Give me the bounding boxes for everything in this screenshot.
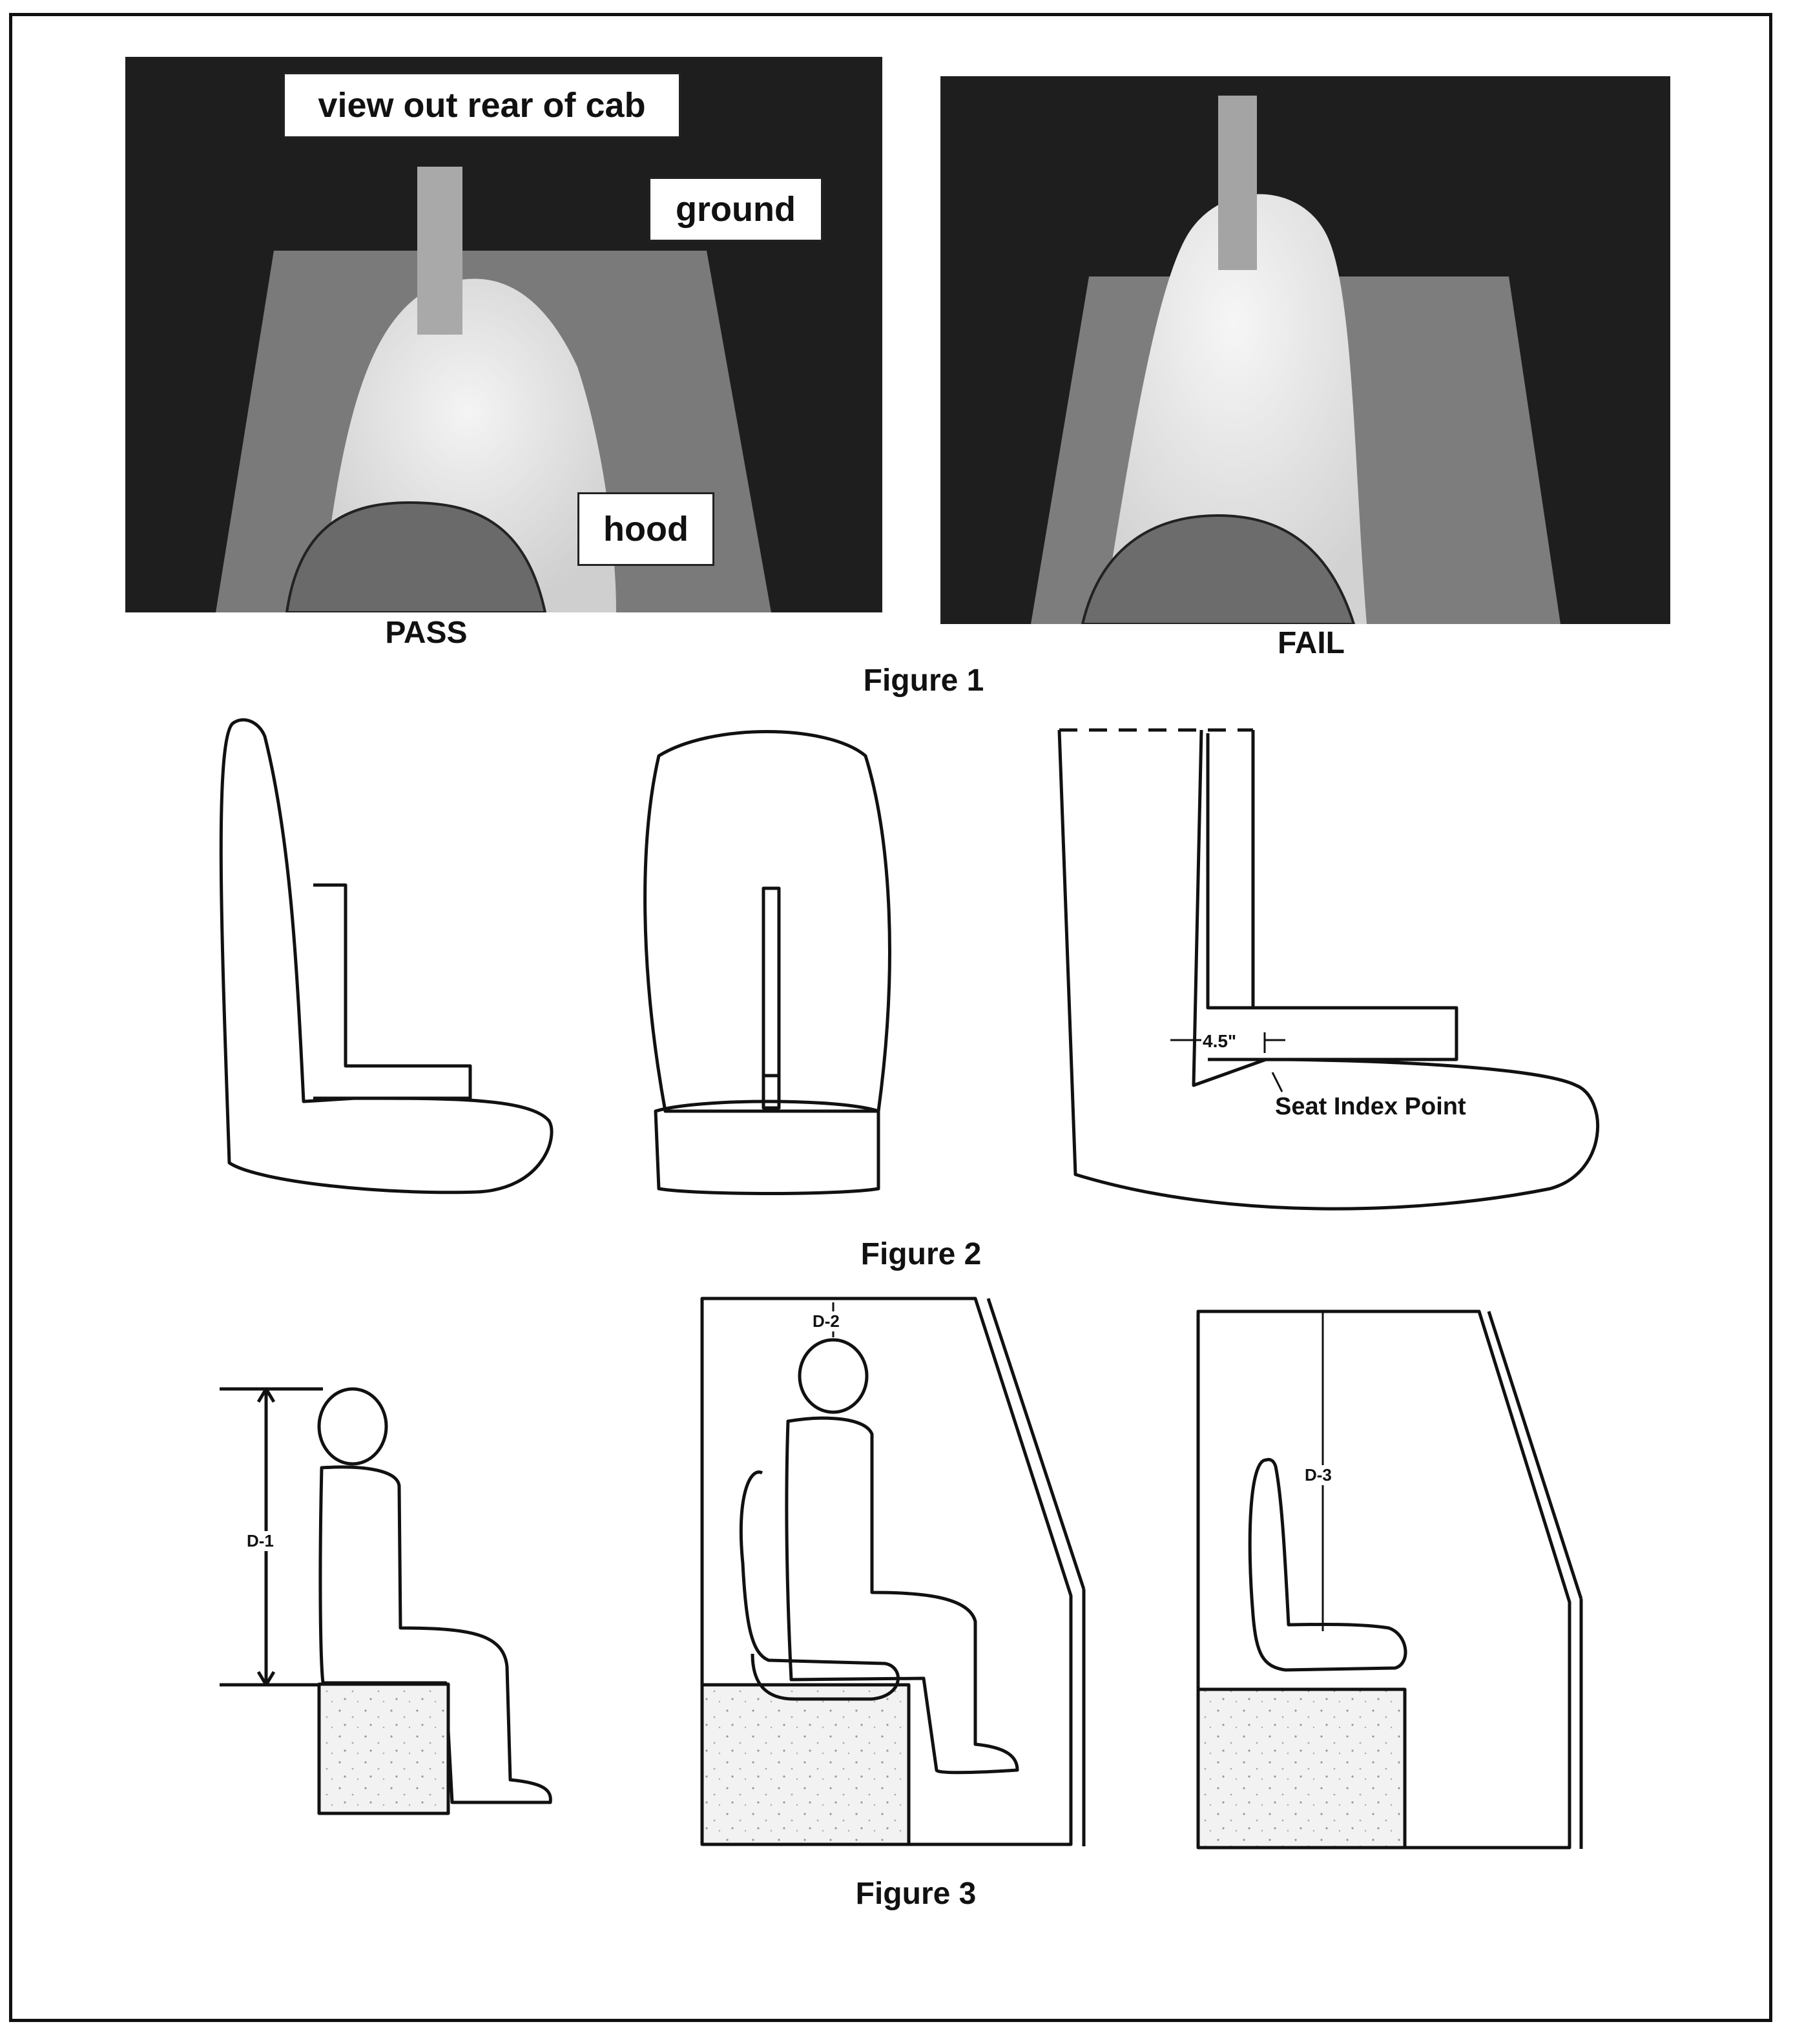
ground-label: ground xyxy=(648,177,823,242)
fail-photo-scene xyxy=(940,76,1670,624)
view-out-rear-label: view out rear of cab xyxy=(283,72,681,138)
pass-photo-scene xyxy=(125,57,882,612)
pass-result-label: PASS xyxy=(385,616,468,650)
fail-result-label: FAIL xyxy=(1278,626,1345,660)
d2-label: D-2 xyxy=(813,1311,840,1331)
dimension-4-5-label: 4.5" xyxy=(1203,1031,1237,1051)
d1-label: D-1 xyxy=(247,1531,274,1550)
pass-photo xyxy=(125,57,882,612)
figure-3-caption: Figure 3 xyxy=(855,1877,977,1911)
seat-index-point-label: Seat Index Point xyxy=(1275,1093,1466,1120)
d3-label: D-3 xyxy=(1305,1465,1332,1485)
figure-1-caption: Figure 1 xyxy=(863,663,984,698)
figure-2-caption: Figure 2 xyxy=(860,1237,982,1271)
cab-post xyxy=(417,167,462,335)
hood-label: hood xyxy=(577,492,714,566)
cab-post xyxy=(1218,96,1257,270)
fail-photo xyxy=(940,76,1670,624)
